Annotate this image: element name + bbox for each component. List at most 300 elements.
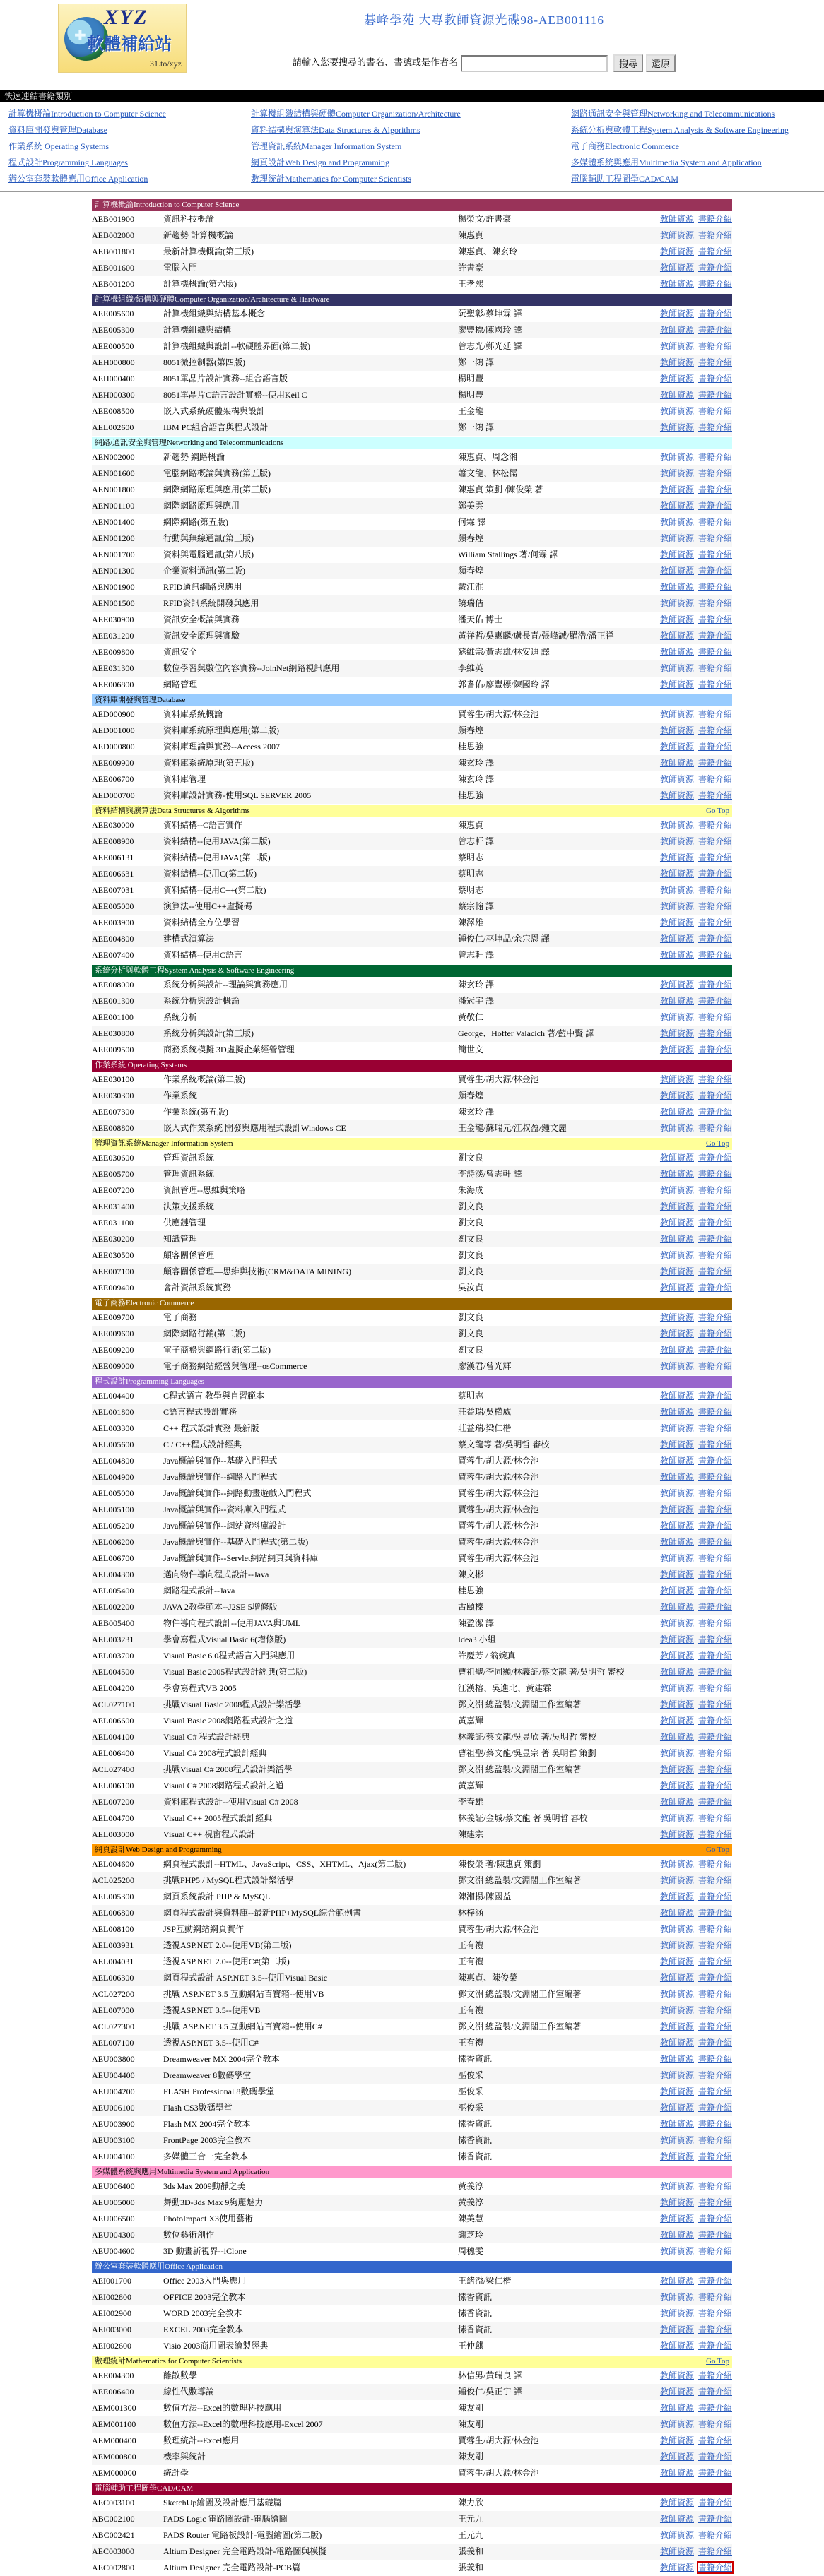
- book-intro-link[interactable]: 書籍介紹: [698, 1045, 732, 1055]
- teacher-resource-link[interactable]: 教師資源: [659, 2070, 694, 2080]
- teacher-resource-link[interactable]: 教師資源: [659, 869, 694, 879]
- book-intro-link[interactable]: 書籍介紹: [698, 1924, 732, 1934]
- book-intro-link[interactable]: 書籍介紹: [698, 1123, 732, 1133]
- search-input[interactable]: [461, 55, 608, 72]
- teacher-resource-link[interactable]: 教師資源: [659, 1859, 694, 1869]
- teacher-resource-link[interactable]: 教師資源: [659, 1045, 694, 1055]
- teacher-resource-link[interactable]: 教師資源: [659, 1012, 694, 1022]
- book-intro-link[interactable]: 書籍介紹: [698, 1391, 732, 1401]
- book-intro-link[interactable]: 書籍介紹: [698, 263, 732, 273]
- teacher-resource-link[interactable]: 教師資源: [659, 2276, 694, 2286]
- quick-link[interactable]: 電腦輔助工程圖學CAD/CAM: [571, 174, 679, 184]
- book-intro-link[interactable]: 書籍介紹: [698, 2135, 732, 2145]
- book-intro-link[interactable]: 書籍介紹: [698, 422, 732, 432]
- search-button[interactable]: 搜尋: [613, 54, 643, 72]
- teacher-resource-link[interactable]: 教師資源: [659, 1813, 694, 1823]
- teacher-resource-link[interactable]: 教師資源: [659, 1651, 694, 1661]
- teacher-resource-link[interactable]: 教師資源: [659, 1091, 694, 1100]
- teacher-resource-link[interactable]: 教師資源: [659, 1940, 694, 1950]
- teacher-resource-link[interactable]: 教師資源: [659, 468, 694, 478]
- teacher-resource-link[interactable]: 教師資源: [659, 1185, 694, 1195]
- teacher-resource-link[interactable]: 教師資源: [659, 1553, 694, 1563]
- book-intro-link[interactable]: 書籍介紹: [698, 1699, 732, 1709]
- teacher-resource-link[interactable]: 教師資源: [659, 1407, 694, 1417]
- book-intro-link[interactable]: 書籍介紹: [698, 2403, 732, 2413]
- teacher-resource-link[interactable]: 教師資源: [659, 214, 694, 224]
- go-top-link[interactable]: Go Top: [706, 2357, 729, 2366]
- teacher-resource-link[interactable]: 教師資源: [659, 725, 694, 735]
- teacher-resource-link[interactable]: 教師資源: [659, 1391, 694, 1401]
- book-intro-link[interactable]: 書籍介紹: [698, 1329, 732, 1339]
- teacher-resource-link[interactable]: 教師資源: [659, 663, 694, 673]
- book-intro-link[interactable]: 書籍介紹: [698, 1602, 732, 1612]
- teacher-resource-link[interactable]: 教師資源: [659, 2325, 694, 2334]
- table-row: [92, 2322, 732, 2338]
- teacher-resource-link[interactable]: 教師資源: [659, 1283, 694, 1293]
- book-intro-link[interactable]: 書籍介紹: [698, 1957, 732, 1966]
- book-intro-link[interactable]: 書籍介紹: [698, 230, 732, 240]
- teacher-resource-link[interactable]: 教師資源: [659, 2387, 694, 2397]
- book-intro-link[interactable]: 書籍介紹: [698, 2370, 732, 2380]
- book-intro-link[interactable]: 書籍介紹: [698, 1875, 732, 1885]
- teacher-resource-link[interactable]: 教師資源: [659, 406, 694, 416]
- book-intro-link[interactable]: 書籍介紹: [698, 517, 732, 527]
- teacher-resource-link[interactable]: 教師資源: [659, 2135, 694, 2145]
- book-intro-link[interactable]: 書籍介紹: [698, 1250, 732, 1260]
- teacher-resource-link[interactable]: 教師資源: [659, 679, 694, 689]
- book-intro-link[interactable]: 書籍介紹: [698, 774, 732, 784]
- teacher-resource-link[interactable]: 教師資源: [659, 2452, 694, 2462]
- book-intro-link[interactable]: 書籍介紹: [698, 2087, 732, 2096]
- book-intro-link[interactable]: 書籍介紹: [698, 2530, 732, 2540]
- book-intro-link[interactable]: 書籍介紹: [698, 501, 732, 511]
- teacher-resource-link[interactable]: 教師資源: [659, 2546, 694, 2556]
- book-intro-link[interactable]: 書籍介紹: [698, 1813, 732, 1823]
- teacher-resource-link[interactable]: 教師資源: [659, 341, 694, 351]
- teacher-resource-link[interactable]: 教師資源: [659, 374, 694, 384]
- teacher-resource-link[interactable]: 教師資源: [659, 1472, 694, 1482]
- quick-link[interactable]: 系統分析與軟體工程System Analysis & Software Engineering: [571, 125, 789, 135]
- quick-link[interactable]: 多媒體系統與應用Multimedia System and Application: [571, 158, 762, 167]
- book-intro-link[interactable]: 書籍介紹: [698, 869, 732, 879]
- book-intro-link[interactable]: 書籍介紹: [698, 1859, 732, 1869]
- book-intro-link[interactable]: 書籍介紹: [698, 1764, 732, 1774]
- book-intro-link[interactable]: 書籍介紹: [698, 2005, 732, 2015]
- book-intro-link[interactable]: 書籍介紹: [698, 2022, 732, 2031]
- teacher-resource-link[interactable]: 教師資源: [659, 1312, 694, 1322]
- go-top-link[interactable]: Go Top: [706, 1846, 729, 1854]
- teacher-resource-link[interactable]: 教師資源: [659, 1028, 694, 1038]
- quick-link[interactable]: 管理資訊系統Manager Information System: [251, 141, 402, 151]
- book-intro-link[interactable]: 書籍介紹: [698, 663, 732, 673]
- teacher-resource-link[interactable]: 教師資源: [659, 582, 694, 592]
- book-intro-link[interactable]: 書籍介紹: [698, 758, 732, 768]
- teacher-resource-link[interactable]: 教師資源: [659, 709, 694, 719]
- teacher-resource-link[interactable]: 教師資源: [659, 1829, 694, 1839]
- book-intro-link[interactable]: 書籍介紹: [698, 2325, 732, 2334]
- teacher-resource-link[interactable]: 教師資源: [659, 517, 694, 527]
- book-intro-link[interactable]: 書籍介紹: [698, 1586, 732, 1596]
- book-intro-link[interactable]: 書籍介紹: [698, 2246, 732, 2256]
- book-intro-link[interactable]: 書籍介紹: [698, 1569, 732, 1579]
- quick-link[interactable]: 程式設計Programming Languages: [8, 158, 128, 167]
- book-intro-link[interactable]: 書籍介紹: [698, 996, 732, 1006]
- book-intro-link[interactable]: 書籍介紹: [698, 790, 732, 800]
- teacher-resource-link[interactable]: 教師資源: [659, 1440, 694, 1449]
- teacher-resource-link[interactable]: 教師資源: [659, 1456, 694, 1466]
- teacher-resource-link[interactable]: 教師資源: [659, 1569, 694, 1579]
- book-intro-link[interactable]: 書籍介紹: [698, 2103, 732, 2113]
- book-intro-link[interactable]: 書籍介紹: [698, 247, 732, 256]
- reset-button[interactable]: 還原: [646, 54, 676, 72]
- teacher-resource-link[interactable]: 教師資源: [659, 2419, 694, 2429]
- book-intro-link[interactable]: 書籍介紹: [698, 1553, 732, 1563]
- teacher-resource-link[interactable]: 教師資源: [659, 485, 694, 494]
- teacher-resource-link[interactable]: 教師資源: [659, 1797, 694, 1807]
- book-intro-link[interactable]: 書籍介紹: [698, 2276, 732, 2286]
- book-intro-link[interactable]: 書籍介紹: [698, 1266, 732, 1276]
- teacher-resource-link[interactable]: 教師資源: [659, 1699, 694, 1709]
- teacher-resource-link[interactable]: 教師資源: [659, 885, 694, 895]
- teacher-resource-link[interactable]: 教師資源: [659, 1423, 694, 1433]
- quick-link[interactable]: 計算機概論Introduction to Computer Science: [8, 109, 166, 119]
- book-intro-link[interactable]: 書籍介紹: [698, 1732, 732, 1742]
- book-intro-link[interactable]: 書籍介紹: [698, 1234, 732, 1244]
- quick-link[interactable]: 作業系統 Operating Systems: [8, 141, 109, 151]
- teacher-resource-link[interactable]: 教師資源: [659, 1250, 694, 1260]
- teacher-resource-link[interactable]: 教師資源: [659, 2022, 694, 2031]
- teacher-resource-link[interactable]: 教師資源: [659, 279, 694, 289]
- book-intro-link[interactable]: 書籍介紹: [698, 2546, 732, 2556]
- teacher-resource-link[interactable]: 教師資源: [659, 1107, 694, 1117]
- book-intro-link[interactable]: 書籍介紹: [698, 615, 732, 624]
- book-intro-link[interactable]: 書籍介紹: [698, 1781, 732, 1791]
- book-intro-link[interactable]: 書籍介紹: [698, 1074, 732, 1084]
- teacher-resource-link[interactable]: 教師資源: [659, 2230, 694, 2240]
- book-intro-link[interactable]: 書籍介紹: [698, 1973, 732, 1983]
- book-intro-link[interactable]: 書籍介紹: [698, 566, 732, 576]
- book-intro-link[interactable]: 書籍介紹: [698, 1218, 732, 1228]
- book-intro-link[interactable]: 書籍介紹: [698, 950, 732, 960]
- book-intro-link[interactable]: 書籍介紹: [698, 452, 732, 462]
- book-intro-link[interactable]: 書籍介紹: [698, 1423, 732, 1433]
- teacher-resource-link[interactable]: 教師資源: [659, 2197, 694, 2207]
- table-row: [92, 1104, 732, 1120]
- teacher-resource-link[interactable]: 教師資源: [659, 1201, 694, 1211]
- quick-link[interactable]: 資料庫開發與管理Database: [8, 125, 107, 135]
- book-intro-link[interactable]: 書籍介紹: [698, 2070, 732, 2080]
- teacher-resource-link[interactable]: 教師資源: [659, 1989, 694, 1999]
- book-intro-link[interactable]: 書籍介紹: [698, 1185, 732, 1195]
- book-intro-link[interactable]: 書籍介紹: [698, 980, 732, 990]
- book-intro-link[interactable]: 書籍介紹: [698, 1940, 732, 1950]
- teacher-resource-link[interactable]: 教師資源: [659, 1618, 694, 1628]
- teacher-resource-link[interactable]: 教師資源: [659, 1683, 694, 1693]
- book-intro-link[interactable]: 書籍介紹: [698, 2181, 732, 2191]
- book-links: [647, 1921, 732, 1937]
- go-top-link[interactable]: Go Top: [706, 1139, 729, 1148]
- teacher-resource-link[interactable]: 教師資源: [659, 790, 694, 800]
- teacher-resource-link[interactable]: 教師資源: [659, 2214, 694, 2224]
- teacher-resource-link[interactable]: 教師資源: [659, 422, 694, 432]
- book-intro-link[interactable]: 書籍介紹: [698, 598, 732, 608]
- book-intro-link[interactable]: 書籍介紹: [698, 374, 732, 384]
- book-intro-link[interactable]: 書籍介紹: [698, 485, 732, 494]
- teacher-resource-link[interactable]: 教師資源: [659, 1218, 694, 1228]
- teacher-resource-link[interactable]: 教師資源: [659, 2498, 694, 2507]
- teacher-resource-link[interactable]: 教師資源: [659, 1074, 694, 1084]
- book-intro-link[interactable]: 書籍介紹: [698, 1201, 732, 1211]
- teacher-resource-link[interactable]: 教師資源: [659, 918, 694, 927]
- teacher-resource-link[interactable]: 教師資源: [659, 550, 694, 559]
- teacher-resource-link[interactable]: 教師資源: [659, 1169, 694, 1179]
- book-intro-link[interactable]: 書籍介紹: [698, 1456, 732, 1466]
- book-intro-link[interactable]: 書籍介紹: [698, 1440, 732, 1449]
- teacher-resource-link[interactable]: 教師資源: [659, 247, 694, 256]
- teacher-resource-link[interactable]: 教師資源: [659, 1716, 694, 1726]
- teacher-resource-link[interactable]: 教師資源: [659, 309, 694, 319]
- book-intro-link[interactable]: 書籍介紹: [698, 2514, 732, 2524]
- book-intro-link[interactable]: 書籍介紹: [698, 2341, 732, 2351]
- teacher-resource-link[interactable]: 教師資源: [659, 1908, 694, 1918]
- teacher-resource-link[interactable]: 教師資源: [659, 2341, 694, 2351]
- teacher-resource-link[interactable]: 教師資源: [659, 774, 694, 784]
- teacher-resource-link[interactable]: 教師資源: [659, 1748, 694, 1758]
- book-intro-link[interactable]: 書籍介紹: [698, 214, 732, 224]
- teacher-resource-link[interactable]: 教師資源: [659, 2530, 694, 2540]
- teacher-resource-link[interactable]: 教師資源: [659, 325, 694, 335]
- quick-link[interactable]: 計算機組織結構與硬體Computer Organization/Architecture: [251, 109, 461, 119]
- book-intro-link[interactable]: 書籍介紹: [698, 468, 732, 478]
- book-intro-link[interactable]: 書籍介紹: [698, 2468, 732, 2478]
- book-intro-link[interactable]: 書籍介紹: [698, 1683, 732, 1693]
- book-intro-link[interactable]: 書籍介紹: [698, 2197, 732, 2207]
- teacher-resource-link[interactable]: 教師資源: [659, 950, 694, 960]
- teacher-resource-link[interactable]: 教師資源: [659, 1361, 694, 1371]
- book-intro-link[interactable]: 書籍介紹: [698, 1488, 732, 1498]
- teacher-resource-link[interactable]: 教師資源: [659, 2005, 694, 2015]
- book-intro-link[interactable]: 書籍介紹: [698, 1716, 732, 1726]
- book-intro-link[interactable]: 書籍介紹: [698, 1169, 732, 1179]
- book-intro-link[interactable]: 書籍介紹: [698, 1892, 732, 1901]
- book-code: AED000800: [92, 742, 135, 752]
- book-intro-link[interactable]: 書籍介紹: [698, 1472, 732, 1482]
- book-intro-link[interactable]: 書籍介紹: [698, 725, 732, 735]
- teacher-resource-link[interactable]: 教師資源: [659, 631, 694, 641]
- book-intro-link[interactable]: 書籍介紹: [698, 309, 732, 319]
- book-intro-link[interactable]: 書籍介紹: [698, 2563, 732, 2572]
- book-intro-link[interactable]: 書籍介紹: [698, 1361, 732, 1371]
- book-intro-link[interactable]: 書籍介紹: [698, 1283, 732, 1293]
- teacher-resource-link[interactable]: 教師資源: [659, 742, 694, 752]
- book-intro-link[interactable]: 書籍介紹: [698, 631, 732, 641]
- teacher-resource-link[interactable]: 教師資源: [659, 2119, 694, 2129]
- teacher-resource-link[interactable]: 教師資源: [659, 533, 694, 543]
- quick-link[interactable]: 網路通訊安全與管理Networking and Telecommunications: [571, 109, 775, 119]
- teacher-resource-link[interactable]: 教師資源: [659, 2563, 694, 2572]
- book-intro-link[interactable]: 書籍介紹: [698, 2038, 732, 2048]
- book-intro-link[interactable]: 書籍介紹: [698, 742, 732, 752]
- book-intro-link[interactable]: 書籍介紹: [698, 1634, 732, 1644]
- book-intro-link[interactable]: 書籍介紹: [698, 1989, 732, 1999]
- book-intro-link[interactable]: 書籍介紹: [698, 679, 732, 689]
- quick-link[interactable]: 網頁設計Web Design and Programming: [251, 158, 390, 167]
- teacher-resource-link[interactable]: 教師資源: [659, 1153, 694, 1163]
- book-intro-link[interactable]: 書籍介紹: [698, 647, 732, 657]
- quick-link[interactable]: 資料結構與演算法Data Structures & Algorithms: [251, 125, 420, 135]
- teacher-resource-link[interactable]: 教師資源: [659, 2246, 694, 2256]
- book-intro-link[interactable]: 書籍介紹: [698, 2214, 732, 2224]
- book-intro-link[interactable]: 書籍介紹: [698, 2435, 732, 2445]
- teacher-resource-link[interactable]: 教師資源: [659, 1504, 694, 1514]
- quick-link[interactable]: 電子商務Electronic Commerce: [571, 141, 679, 151]
- teacher-resource-link[interactable]: 教師資源: [659, 2087, 694, 2096]
- go-top-link[interactable]: Go Top: [706, 807, 729, 815]
- teacher-resource-link[interactable]: 教師資源: [659, 758, 694, 768]
- book-intro-link[interactable]: 書籍介紹: [698, 1748, 732, 1758]
- teacher-resource-link[interactable]: 教師資源: [659, 2151, 694, 2161]
- book-intro-link[interactable]: 書籍介紹: [698, 2230, 732, 2240]
- book-intro-link[interactable]: 書籍介紹: [698, 357, 732, 367]
- book-intro-link[interactable]: 書籍介紹: [698, 2498, 732, 2507]
- teacher-resource-link[interactable]: 教師資源: [659, 2308, 694, 2318]
- book-intro-link[interactable]: 書籍介紹: [698, 1407, 732, 1417]
- book-intro-link[interactable]: 書籍介紹: [698, 533, 732, 543]
- teacher-resource-link[interactable]: 教師資源: [659, 2038, 694, 2048]
- teacher-resource-link[interactable]: 教師資源: [659, 1957, 694, 1966]
- teacher-resource-link[interactable]: 教師資源: [659, 1781, 694, 1791]
- book-intro-link[interactable]: 書籍介紹: [698, 2054, 732, 2064]
- book-intro-link[interactable]: 書籍介紹: [698, 2119, 732, 2129]
- book-links: [647, 2322, 732, 2338]
- teacher-resource-link[interactable]: 教師資源: [659, 1123, 694, 1133]
- book-intro-link[interactable]: 書籍介紹: [698, 1012, 732, 1022]
- teacher-resource-link[interactable]: 教師資源: [659, 1892, 694, 1901]
- book-intro-link[interactable]: 書籍介紹: [698, 1829, 732, 1839]
- book-intro-link[interactable]: 書籍介紹: [698, 918, 732, 927]
- teacher-resource-link[interactable]: 教師資源: [659, 2292, 694, 2302]
- book-intro-link[interactable]: 書籍介紹: [698, 2308, 732, 2318]
- teacher-resource-link[interactable]: 教師資源: [659, 2103, 694, 2113]
- teacher-resource-link[interactable]: 教師資源: [659, 2054, 694, 2064]
- teacher-resource-link[interactable]: 教師資源: [659, 566, 694, 576]
- teacher-resource-link[interactable]: 教師資源: [659, 230, 694, 240]
- book-intro-link[interactable]: 書籍介紹: [698, 885, 732, 895]
- book-intro-link[interactable]: 書籍介紹: [698, 1312, 732, 1322]
- book-intro-link[interactable]: 書籍介紹: [698, 1537, 732, 1547]
- book-intro-link[interactable]: 書籍介紹: [698, 341, 732, 351]
- teacher-resource-link[interactable]: 教師資源: [659, 2181, 694, 2191]
- teacher-resource-link[interactable]: 教師資源: [659, 1537, 694, 1547]
- teacher-resource-link[interactable]: 教師資源: [659, 357, 694, 367]
- book-intro-link[interactable]: 書籍介紹: [698, 709, 732, 719]
- book-intro-link[interactable]: 書籍介紹: [698, 2452, 732, 2462]
- teacher-resource-link[interactable]: 教師資源: [659, 853, 694, 862]
- book-intro-link[interactable]: 書籍介紹: [698, 1345, 732, 1355]
- table-row: [92, 1280, 732, 1296]
- teacher-resource-link[interactable]: 教師資源: [659, 1488, 694, 1498]
- teacher-resource-link[interactable]: 教師資源: [659, 390, 694, 400]
- book-intro-link[interactable]: 書籍介紹: [698, 1618, 732, 1628]
- book-author: 廖豐標/陳國玲 譯: [458, 325, 522, 335]
- teacher-resource-link[interactable]: 教師資源: [659, 836, 694, 846]
- book-intro-link[interactable]: 書籍介紹: [698, 836, 732, 846]
- book-intro-link[interactable]: 書籍介紹: [698, 1107, 732, 1117]
- book-title: 挑戰Visual Basic 2008程式設計樂活學: [163, 1699, 302, 1709]
- book-intro-link[interactable]: 書籍介紹: [698, 1091, 732, 1100]
- book-intro-link[interactable]: 書籍介紹: [698, 1908, 732, 1918]
- book-intro-link[interactable]: 書籍介紹: [698, 550, 732, 559]
- teacher-resource-link[interactable]: 教師資源: [659, 1521, 694, 1531]
- teacher-resource-link[interactable]: 教師資源: [659, 263, 694, 273]
- teacher-resource-link[interactable]: 教師資源: [659, 615, 694, 624]
- teacher-resource-link[interactable]: 教師資源: [659, 1329, 694, 1339]
- teacher-resource-link[interactable]: 教師資源: [659, 2514, 694, 2524]
- teacher-resource-link[interactable]: 教師資源: [659, 1875, 694, 1885]
- teacher-resource-link[interactable]: 教師資源: [659, 1732, 694, 1742]
- teacher-resource-link[interactable]: 教師資源: [659, 1345, 694, 1355]
- teacher-resource-link[interactable]: 教師資源: [659, 996, 694, 1006]
- book-links: [647, 739, 732, 755]
- teacher-resource-link[interactable]: 教師資源: [659, 1667, 694, 1677]
- book-intro-link[interactable]: 書籍介紹: [698, 1153, 732, 1163]
- teacher-resource-link[interactable]: 教師資源: [659, 1973, 694, 1983]
- book-intro-link[interactable]: 書籍介紹: [698, 1521, 732, 1531]
- teacher-resource-link[interactable]: 教師資源: [659, 934, 694, 944]
- teacher-resource-link[interactable]: 教師資源: [659, 2435, 694, 2445]
- teacher-resource-link[interactable]: 教師資源: [659, 1634, 694, 1644]
- teacher-resource-link[interactable]: 教師資源: [659, 647, 694, 657]
- teacher-resource-link[interactable]: 教師資源: [659, 1234, 694, 1244]
- book-intro-link[interactable]: 書籍介紹: [698, 2151, 732, 2161]
- teacher-resource-link[interactable]: 教師資源: [659, 501, 694, 511]
- book-intro-link[interactable]: 書籍介紹: [698, 582, 732, 592]
- book-intro-link[interactable]: 書籍介紹: [698, 390, 732, 400]
- teacher-resource-link[interactable]: 教師資源: [659, 1764, 694, 1774]
- book-intro-link[interactable]: 書籍介紹: [698, 853, 732, 862]
- book-code: AEL005200: [92, 1521, 134, 1531]
- teacher-resource-link[interactable]: 教師資源: [659, 452, 694, 462]
- teacher-resource-link[interactable]: 教師資源: [659, 901, 694, 911]
- book-intro-link[interactable]: 書籍介紹: [698, 1797, 732, 1807]
- quick-link[interactable]: 辦公室套裝軟體應用Office Application: [8, 174, 148, 184]
- teacher-resource-link[interactable]: 教師資源: [659, 2468, 694, 2478]
- book-intro-link[interactable]: 書籍介紹: [698, 2419, 732, 2429]
- teacher-resource-link[interactable]: 教師資源: [659, 1924, 694, 1934]
- quick-link[interactable]: 數理統計Mathematics for Computer Scientists: [251, 174, 411, 184]
- book-intro-link[interactable]: 書籍介紹: [698, 2292, 732, 2302]
- book-intro-link[interactable]: 書籍介紹: [698, 406, 732, 416]
- book-intro-link[interactable]: 書籍介紹: [698, 934, 732, 944]
- teacher-resource-link[interactable]: 教師資源: [659, 1586, 694, 1596]
- teacher-resource-link[interactable]: 教師資源: [659, 2370, 694, 2380]
- book-intro-link[interactable]: 書籍介紹: [698, 1504, 732, 1514]
- book-intro-link[interactable]: 書籍介紹: [698, 1028, 732, 1038]
- teacher-resource-link[interactable]: 教師資源: [659, 2403, 694, 2413]
- book-intro-link[interactable]: 書籍介紹: [698, 2387, 732, 2397]
- teacher-resource-link[interactable]: 教師資源: [659, 820, 694, 830]
- book-intro-link[interactable]: 書籍介紹: [698, 279, 732, 289]
- teacher-resource-link[interactable]: 教師資源: [659, 1266, 694, 1276]
- book-intro-link[interactable]: 書籍介紹: [698, 901, 732, 911]
- book-intro-link[interactable]: 書籍介紹: [698, 1667, 732, 1677]
- book-intro-link[interactable]: 書籍介紹: [698, 1651, 732, 1661]
- book-intro-link[interactable]: 書籍介紹: [698, 820, 732, 830]
- teacher-resource-link[interactable]: 教師資源: [659, 598, 694, 608]
- book-intro-link[interactable]: 書籍介紹: [698, 325, 732, 335]
- teacher-resource-link[interactable]: 教師資源: [659, 980, 694, 990]
- teacher-resource-link[interactable]: 教師資源: [659, 1602, 694, 1612]
